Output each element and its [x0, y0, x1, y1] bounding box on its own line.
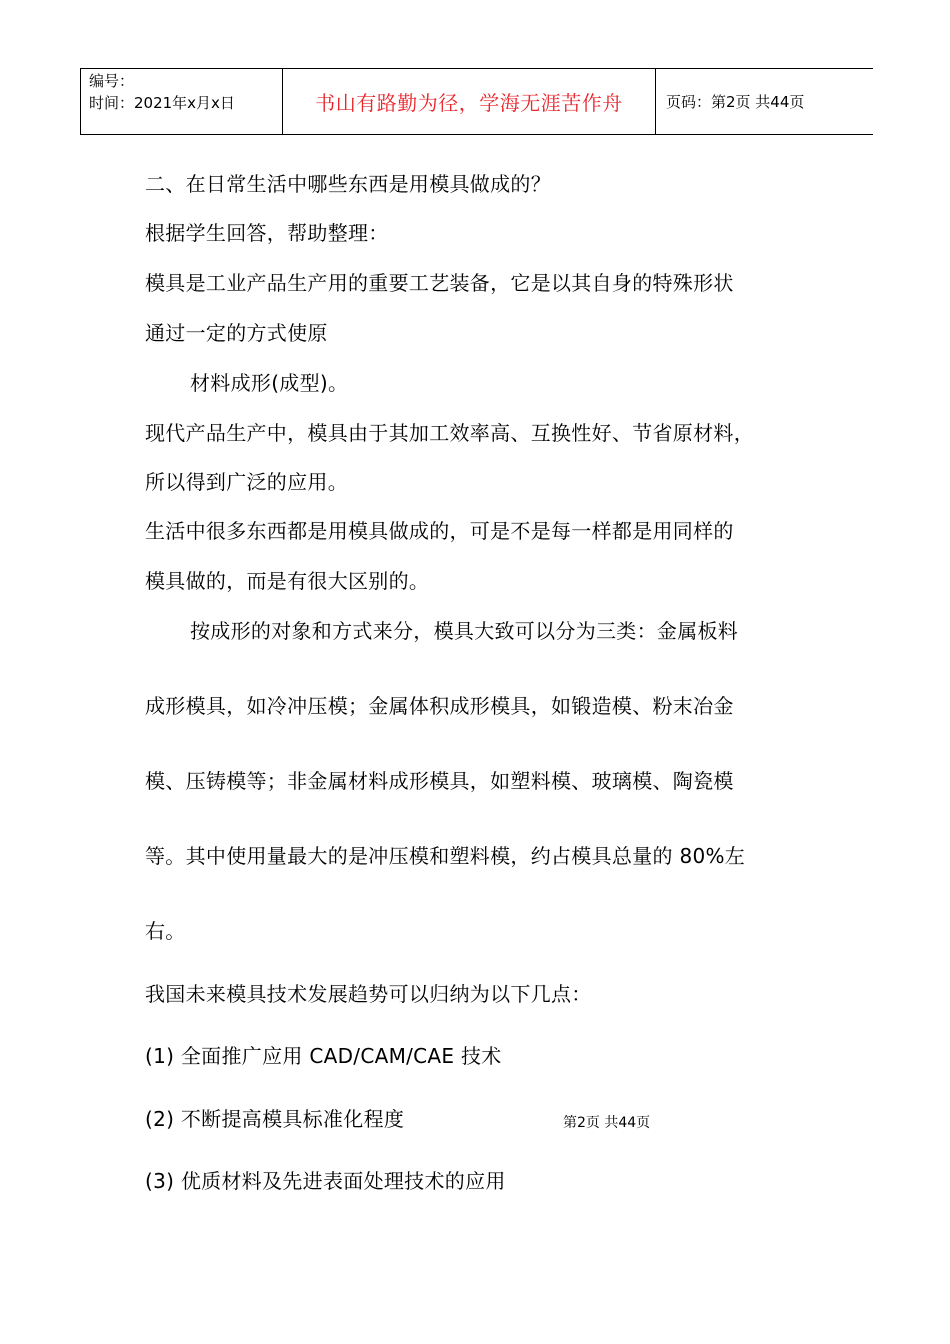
header-page-cell: [656, 69, 874, 135]
paragraph-line: 根据学生回答，帮助整理：: [145, 221, 389, 245]
header-table: [80, 68, 873, 135]
paragraph-line: 材料成形(成型)。: [190, 371, 349, 395]
paragraph-line: 等。其中使用量最大的是冲压模和塑料模，约占模具总量的 80%左: [145, 844, 746, 868]
document-date-label: 时间：2021年x月x日: [89, 94, 235, 112]
motto-text: 书山有路勤为径，学海无涯苦作舟: [315, 91, 623, 115]
header-page-number: 页码：第2页 共44页: [666, 93, 805, 111]
list-item: (2) 不断提高模具标准化程度: [145, 1107, 405, 1131]
paragraph-line: 所以得到广泛的应用。: [145, 470, 348, 494]
paragraph-line: 模、压铸模等；非金属材料成形模具，如塑料模、玻璃模、陶瓷模: [145, 769, 734, 793]
header-motto-cell: [283, 69, 656, 135]
list-item: (3) 优质材料及先进表面处理技术的应用: [145, 1169, 506, 1193]
paragraph-line: 按成形的对象和方式来分，模具大致可以分为三类：金属板料: [190, 619, 739, 643]
paragraph-line: 现代产品生产中，模具由于其加工效率高、互换性好、节省原材料，: [145, 421, 754, 445]
paragraph-line: 我国未来模具技术发展趋势可以归纳为以下几点：: [145, 982, 592, 1006]
footer-page-number: 第2页 共44页: [563, 1115, 651, 1131]
paragraph-line: 模具做的，而是有很大区别的。: [145, 569, 430, 593]
paragraph-line: 通过一定的方式使原: [145, 321, 328, 345]
paragraph-line: 右。: [145, 919, 186, 943]
section-heading: 二、在日常生活中哪些东西是用模具做成的？: [145, 172, 551, 196]
paragraph-line: 成形模具，如冷冲压模；金属体积成形模具，如锻造模、粉末冶金: [145, 694, 734, 718]
paragraph-line: 模具是工业产品生产用的重要工艺装备，它是以其自身的特殊形状: [145, 271, 734, 295]
list-item: (1) 全面推广应用 CAD/CAM/CAE 技术: [145, 1044, 502, 1068]
paragraph-line: 生活中很多东西都是用模具做成的，可是不是每一样都是用同样的: [145, 519, 734, 543]
document-number-label: 编号：: [89, 72, 135, 90]
header-meta-cell: [81, 69, 283, 135]
